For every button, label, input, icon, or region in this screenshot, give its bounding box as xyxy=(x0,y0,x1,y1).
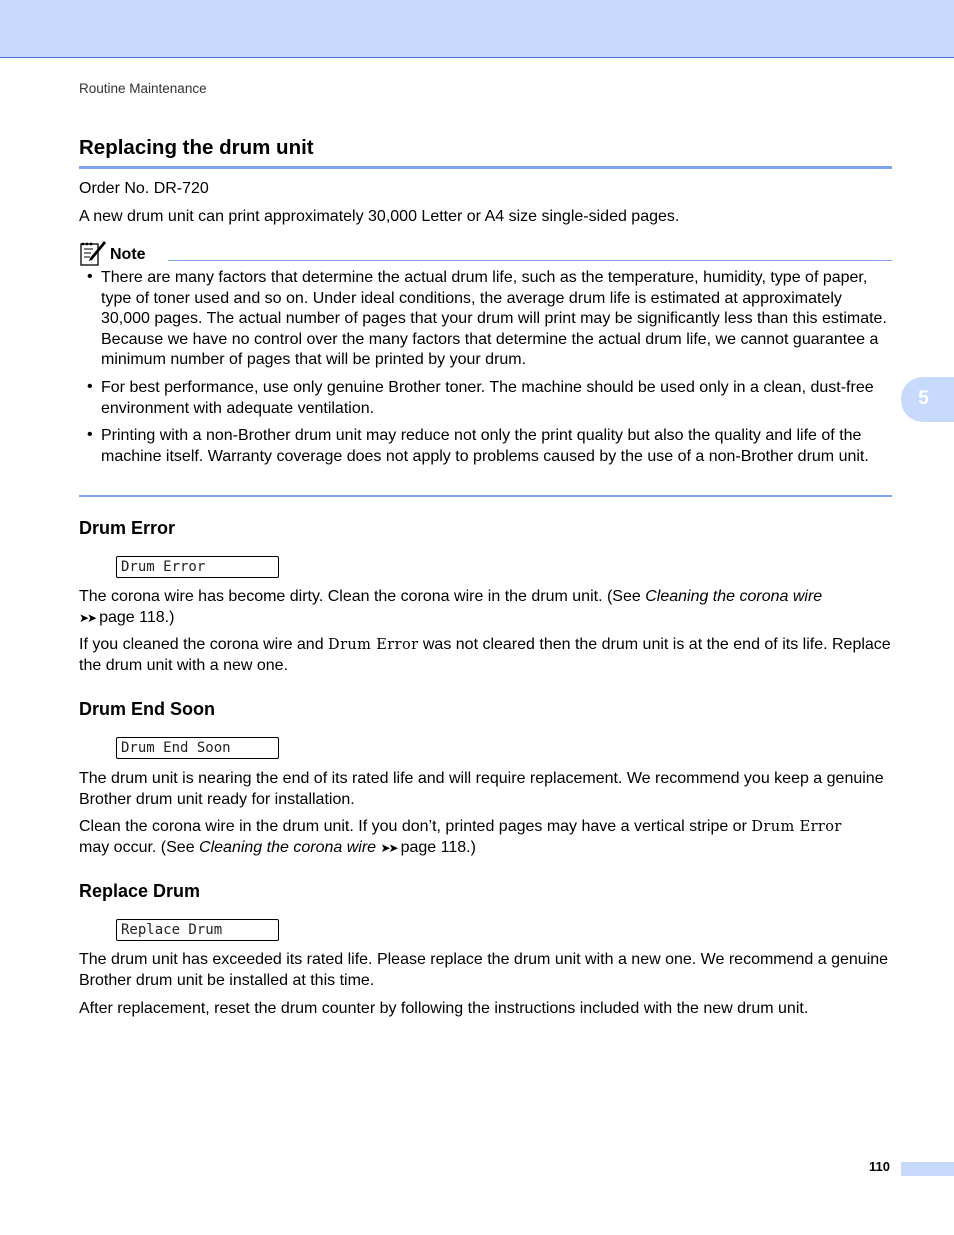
intro-text: A new drum unit can print approximately 30,000 Letter or A4 size single-sided pages. xyxy=(79,208,680,225)
drum-end-soon-paragraph-2 xyxy=(79,817,892,858)
text-run: The corona wire has become dirty. Clean the corona wire in the drum unit. (See xyxy=(79,588,646,605)
text-run: was not cleared then the drum unit is at the end of its life. Replace the drum unit with a new one. xyxy=(79,636,891,674)
double-arrow-icon: ➤➤ xyxy=(79,610,96,625)
lcd-message-inline: Drum Error xyxy=(751,819,842,835)
heading-drum-end-soon: Drum End Soon xyxy=(79,699,215,719)
note-bullet-2: For best performance, use only genuine Brother toner. The machine should be used only in a clean, dust-free environment with adequate ventilation. xyxy=(101,379,874,417)
note-label: Note xyxy=(110,246,146,263)
running-header: Routine Maintenance xyxy=(79,81,207,96)
bullet-mark: • xyxy=(87,378,93,395)
double-arrow-icon: ➤➤ xyxy=(380,840,397,855)
bullet-mark: • xyxy=(87,268,93,285)
text-run: If you cleaned the corona wire and xyxy=(79,636,329,653)
note-bullet-1: There are many factors that determine the actual drum life, such as the temperature, humidity, type of paper, type of toner used and so on. Under ideal conditions, the average drum life is estimated at approximately 30,000 pages. The actual number of pages that your drum will print may be significantly less than this estimate. Because we have no control over the many factors that determine the actual drum life, we cannot guarantee a minimum number of pages that will be printed by your drum. xyxy=(101,269,887,368)
page-number: 110 xyxy=(869,1159,890,1174)
text-run: page 118.) xyxy=(400,838,476,856)
lcd-replace-drum: Replace Drum xyxy=(116,919,279,941)
lcd-message-inline: Drum Error xyxy=(328,637,419,653)
note-bottom-rule xyxy=(79,495,892,497)
note-pencil-icon xyxy=(79,240,107,267)
text-run: Clean the corona wire in the drum unit. If you don’t, printed pages may have a vertical stripe or xyxy=(79,818,752,835)
top-header-band xyxy=(0,0,954,58)
note-top-rule xyxy=(168,260,892,261)
text-run: page 118.) xyxy=(99,608,175,626)
replace-drum-paragraph-2: After replacement, reset the drum counter by following the instructions included with the new drum unit. xyxy=(79,1000,809,1017)
replace-drum-paragraph-1: The drum unit has exceeded its rated life. Please replace the drum unit with a new one. We recommend a genuine Brother drum unit be installed at this time. xyxy=(79,951,889,989)
heading-drum-error: Drum Error xyxy=(79,518,176,538)
drum-error-paragraph-2 xyxy=(79,635,892,676)
note-bullet-3: Printing with a non-Brother drum unit may reduce not only the print quality but also the quality and life of the machine itself. Warranty coverage does not apply to problems caused by the use of a non-Brother drum unit. xyxy=(101,427,869,465)
page-number-tab xyxy=(901,1162,954,1176)
chapter-number: 5 xyxy=(918,388,929,409)
drum-end-soon-paragraph-1: The drum unit is nearing the end of its rated life and will require replacement. We recommend you keep a genuine Brother drum unit ready for installation. xyxy=(79,770,884,808)
heading-replace-drum: Replace Drum xyxy=(79,881,201,901)
bullet-mark: • xyxy=(87,426,93,443)
section-title: Replacing the drum unit xyxy=(79,136,314,159)
cross-reference-link[interactable]: Cleaning the corona wire xyxy=(645,588,823,605)
lcd-drum-end-soon: Drum End Soon xyxy=(116,737,279,759)
drum-error-paragraph-1 xyxy=(79,587,892,628)
chapter-tab xyxy=(901,377,954,422)
order-number: Order No. DR-720 xyxy=(79,180,209,197)
section-title-rule xyxy=(79,166,892,169)
lcd-drum-error: Drum Error xyxy=(116,556,279,578)
cross-reference-link[interactable]: Cleaning the corona wire xyxy=(199,838,377,856)
text-run: may occur. (See xyxy=(79,838,200,856)
